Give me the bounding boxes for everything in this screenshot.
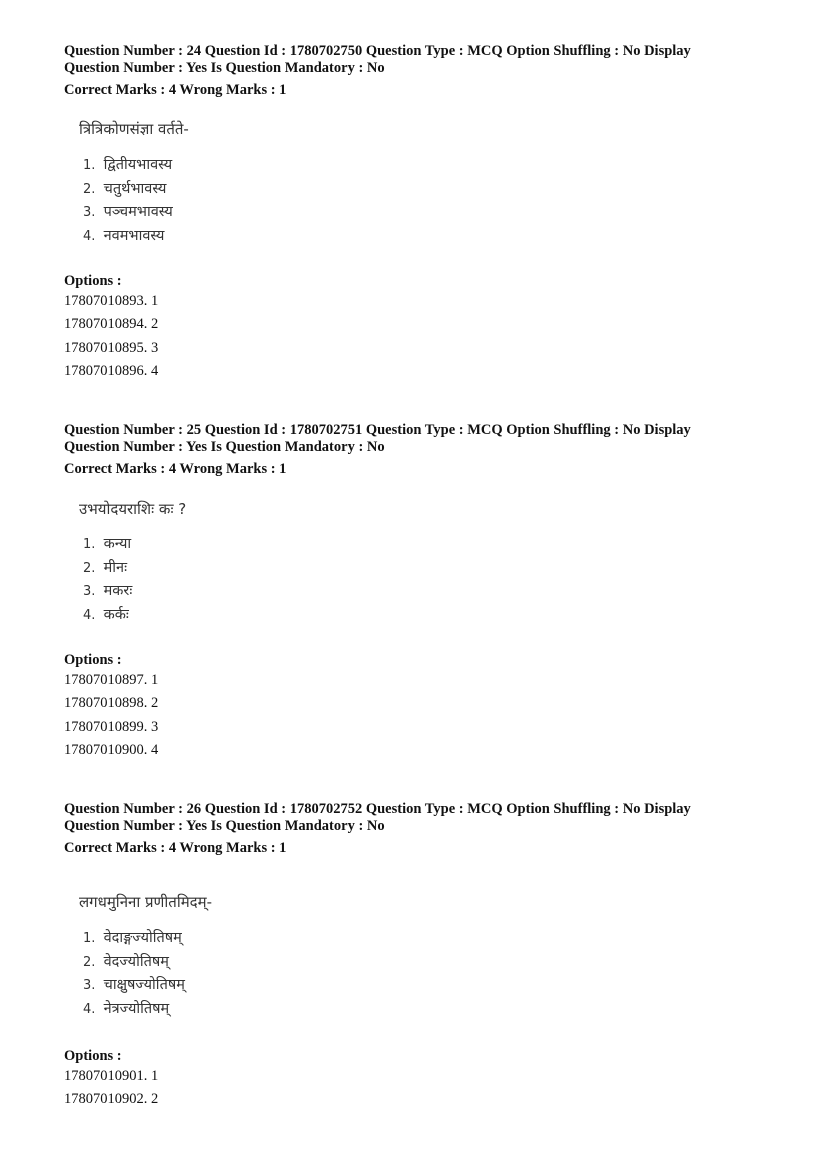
option-row: 17807010902. 2 [64, 1091, 159, 1108]
choice-item: 4. नवमभावस्य [83, 227, 165, 244]
question-block [64, 801, 764, 1112]
choice-item: 3. मकरः [83, 583, 133, 599]
option-row: 17807010894. 2 [64, 316, 159, 333]
choice-list [83, 533, 764, 627]
choice-item: 4. नेत्रज्योतिषम् [83, 1000, 170, 1017]
choice-item: 4. कर्कः [83, 606, 129, 623]
question-header-line2: Question Number : Yes Is Question Mandatory : No [64, 439, 385, 455]
question-header-line2: Question Number : Yes Is Question Mandatory : No [64, 60, 385, 76]
choice-item: 3. चाक्षुषज्योतिषम् [83, 977, 185, 993]
question-stem: लगधमुनिना प्रणीतमिदम्- [79, 893, 213, 911]
choice-item: 1. द्वितीयभावस्य [83, 157, 173, 173]
choice-item: 1. वेदाङ्गज्योतिषम् [83, 930, 182, 946]
choice-list [83, 154, 764, 248]
question-stem: उभयोदयराशिः कः ? [79, 500, 187, 518]
choice-item: 2. चतुर्थभावस्य [83, 180, 167, 197]
question-block [64, 43, 764, 383]
options-label: Options : [64, 652, 122, 668]
choice-item: 2. मीनः [83, 559, 128, 576]
question-header-line1: Question Number : 25 Question Id : 1780702751 Question Type : MCQ Option Shuffling : No Display [64, 422, 691, 438]
marks-line: Correct Marks : 4 Wrong Marks : 1 [64, 461, 287, 477]
option-row: 17807010898. 2 [64, 695, 159, 712]
choice-item: 2. वेदज्योतिषम् [83, 953, 169, 970]
option-row: 17807010895. 3 [64, 339, 159, 356]
options-label: Options : [64, 1048, 122, 1064]
option-row: 17807010893. 1 [64, 293, 159, 309]
option-row: 17807010897. 1 [64, 672, 159, 688]
marks-line: Correct Marks : 4 Wrong Marks : 1 [64, 840, 287, 856]
question-stem: त्रित्रिकोणसंज्ञा वर्तते- [79, 120, 189, 138]
options-label: Options : [64, 273, 122, 289]
option-row: 17807010896. 4 [64, 362, 159, 379]
option-row: 17807010899. 3 [64, 718, 159, 735]
question-header-line1: Question Number : 24 Question Id : 1780702750 Question Type : MCQ Option Shuffling : No Display [64, 43, 691, 59]
question-block [64, 422, 764, 762]
choice-item: 1. कन्या [83, 536, 132, 552]
question-header-line2: Question Number : Yes Is Question Mandatory : No [64, 818, 385, 834]
option-row: 17807010901. 1 [64, 1068, 159, 1084]
question-header-line1: Question Number : 26 Question Id : 1780702752 Question Type : MCQ Option Shuffling : No Display [64, 801, 691, 817]
choice-item: 3. पञ्चमभावस्य [83, 204, 173, 220]
option-row: 17807010900. 4 [64, 741, 159, 758]
choice-list [83, 927, 764, 1021]
marks-line: Correct Marks : 4 Wrong Marks : 1 [64, 82, 287, 98]
